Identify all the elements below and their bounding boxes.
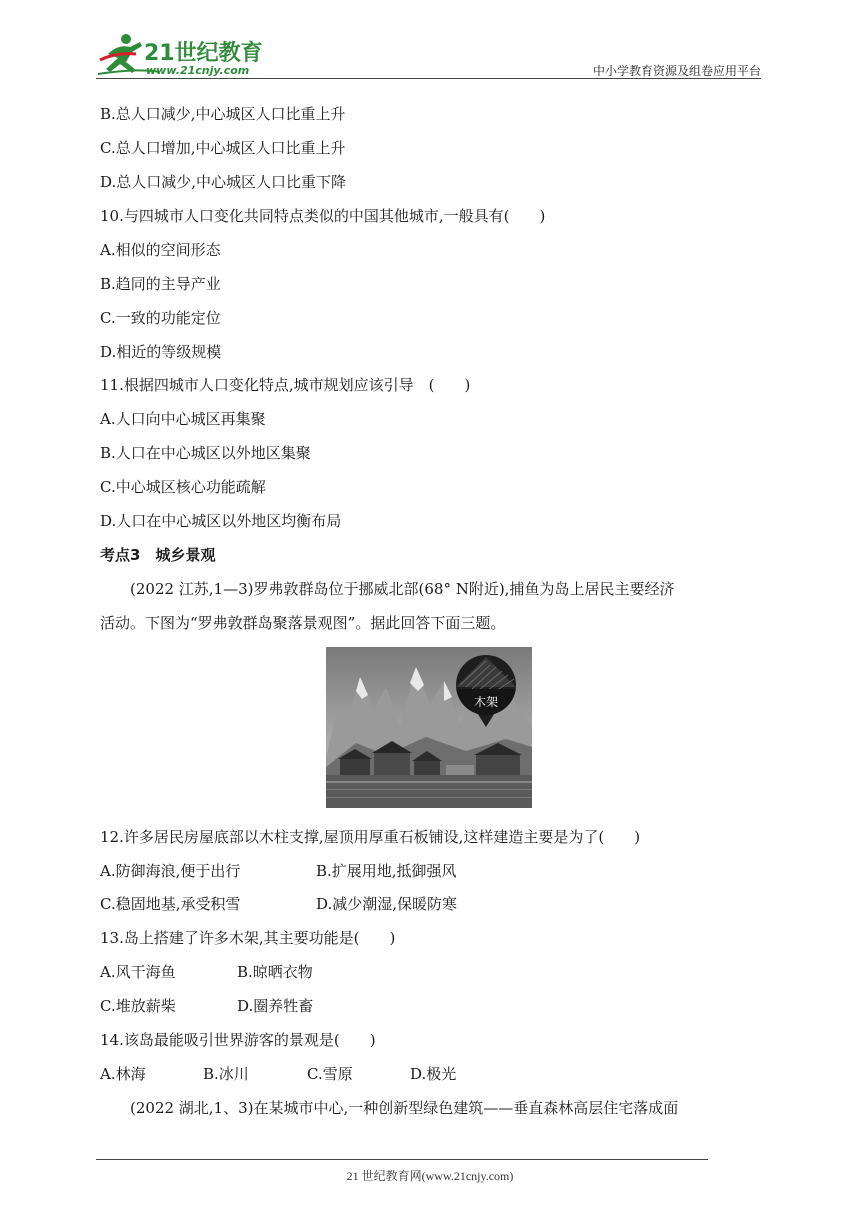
q13-stem: 13.岛上搭建了许多木架,其主要功能是( ): [100, 929, 396, 947]
platform-name: 中小学教育资源及组卷应用平台: [592, 64, 761, 78]
q9-option-d: D.总人口减少,中心城区人口比重下降: [100, 173, 347, 191]
q12-option-d: D.减少潮湿,保暖防寒: [316, 895, 458, 913]
q12-option-b: B.扩展用地,抵御强风: [316, 862, 457, 880]
page-header: [96, 30, 761, 80]
q11-option-b: B.人口在中心城区以外地区集聚: [100, 444, 311, 462]
logo: [96, 30, 266, 78]
q12-option-c: C.稳固地基,承受积雪: [100, 895, 241, 913]
q13-option-c: C.堆放薪柴: [100, 997, 176, 1015]
logo-main-text: 21世纪教育: [144, 41, 263, 66]
q11-option-a: A.人口向中心城区再集聚: [100, 410, 266, 428]
q13-option-a: A.风干海鱼: [100, 963, 176, 981]
page-footer: 21 世纪教育网(www.21cnjy.com): [346, 1169, 514, 1183]
section-title: 考点3 城乡景观: [100, 546, 216, 564]
intro-line-1: (2022 江苏,1—3)罗弗敦群岛位于挪威北部(68° N附近),捕鱼为岛上居民主要经济: [130, 580, 675, 598]
q11-option-d: D.人口在中心城区以外地区均衡布局: [100, 512, 342, 530]
next-intro: (2022 湖北,1、3)在某城市中心,一种创新型绿色建筑——垂直森林高层住宅落成面: [130, 1099, 679, 1117]
intro-line-2: 活动。下图为“罗弗敦群岛聚落景观图”。据此回答下面三题。: [100, 614, 506, 632]
q10-option-b: B.趋同的主导产业: [100, 275, 221, 293]
q14-option-d: D.极光: [410, 1065, 457, 1083]
q14-option-c: C.雪原: [307, 1065, 353, 1083]
settlement-landscape-photo: [326, 647, 532, 808]
q12-option-a: A.防御海浪,便于出行: [100, 862, 241, 880]
q13-option-b: B.晾晒衣物: [237, 963, 313, 981]
q9-option-c: C.总人口增加,中心城区人口比重上升: [100, 139, 346, 157]
header-divider: [96, 78, 761, 79]
q14-stem: 14.该岛最能吸引世界游客的景观是( ): [100, 1031, 376, 1049]
q12-stem: 12.许多居民房屋底部以木柱支撑,屋顶用厚重石板铺设,这样建造主要是为了( ): [100, 828, 641, 846]
q10-stem: 10.与四城市人口变化共同特点类似的中国其他城市,一般具有( ): [100, 207, 546, 225]
footer-divider: [96, 1159, 708, 1160]
q9-option-b: B.总人口减少,中心城区人口比重上升: [100, 105, 346, 123]
q11-option-c: C.中心城区核心功能疏解: [100, 478, 266, 496]
q11-stem: 11.根据四城市人口变化特点,城市规划应该引导 ( ): [100, 376, 471, 394]
q14-option-b: B.冰川: [203, 1065, 249, 1083]
q10-option-d: D.相近的等级规模: [100, 343, 222, 361]
q14-option-a: A.林海: [100, 1065, 146, 1083]
logo-sub-text: www.21cnjy.com: [146, 64, 250, 77]
photo-label: 木架: [474, 695, 499, 709]
q13-option-d: D.圈养牲畜: [237, 997, 314, 1015]
q10-option-c: C.一致的功能定位: [100, 309, 221, 327]
q10-option-a: A.相似的空间形态: [100, 241, 221, 259]
